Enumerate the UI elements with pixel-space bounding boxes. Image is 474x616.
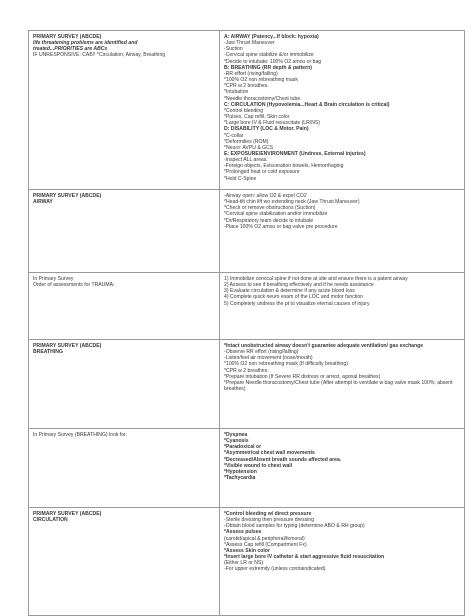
card-definition-line: *Prepare Needle thoracostomy/Chest tube (After attempt to ventilate w bag valve mask 100%; absent breathes)	[224, 379, 453, 393]
card-definition-line: *Prolonged heat or cold exposure	[224, 169, 300, 176]
card-definition-line: *Neuro: AVPU & GCS	[224, 144, 274, 151]
card-definition-line: *Cervical spine stabilization and/or immobilize	[224, 211, 328, 218]
card-term-line: In Primary Survey (BREATHING) look for:	[33, 432, 128, 438]
card-definition	[220, 273, 465, 340]
card-definition-line: *Intubation	[224, 89, 249, 96]
card-definition-line: -Observe RR effort (rising/falling)	[224, 349, 299, 356]
card-definition-line: -Foreign objects, Evisceration bowels, Hemorrhaging	[224, 163, 344, 170]
flashcard-row	[29, 429, 465, 508]
card-term-line: PRIMARY SURVEY (ABCDE)	[33, 343, 102, 349]
card-term	[29, 429, 220, 508]
card-definition-line: -For upper extremity (unless contraindicated)	[224, 566, 326, 573]
card-definition-line: *Deformities (ROM)	[224, 138, 269, 145]
card-term-line: life threatening problems are identified and	[33, 40, 138, 47]
flashcard-body	[29, 31, 465, 616]
card-definition	[220, 31, 465, 190]
card-definition	[220, 429, 465, 508]
flashcard-row	[29, 508, 465, 616]
card-term	[29, 340, 220, 429]
card-definition-line: *Pulses, Cap refill, Skin color	[224, 114, 290, 121]
card-definition-line: C: CIRCULATION (Hypovolemia...Heart & Brain circulation is critical)	[224, 101, 390, 108]
card-definition-line: *C-collar	[224, 132, 244, 139]
card-definition-line: -Obtain blood samples for typing (determine ABO & RH group)	[224, 523, 365, 530]
card-definition-line: *Hold C-Spine	[224, 175, 257, 182]
card-definition-line: *Paradoxical or	[224, 444, 262, 451]
card-definition-line: *Control bleeding w/ direct pressure	[224, 511, 312, 517]
card-definition-line: *CPR w 2 breathes.	[224, 83, 269, 90]
flashcard-row	[29, 273, 465, 340]
card-definition-line: 3) Evaluate circulation & determine if any acute blood loss	[224, 288, 355, 295]
card-definition	[220, 340, 465, 429]
card-definition	[220, 508, 465, 616]
flashcard-row	[29, 31, 465, 190]
card-definition-line: B: BREATHING (RR depth & pattern)	[224, 64, 312, 71]
card-definition-line: -Inspect ALL areas.	[224, 157, 268, 164]
card-term-line: PRIMARY SURVEY (ABCDE)	[33, 34, 102, 40]
card-term	[29, 190, 220, 273]
card-definition-line: -Cervical spine stabilize &/or immobilize	[224, 52, 314, 59]
flashcard-row	[29, 190, 465, 273]
card-definition-line: *Asymmetrical chest wall movements	[224, 450, 315, 457]
card-definition-line: *Tachycardia	[224, 475, 256, 482]
card-term-line: BREATHING	[33, 349, 63, 356]
card-term-line: CIRCULATION	[33, 517, 68, 524]
flashcard-table	[28, 30, 465, 616]
card-definition-line: *100% O2 non rebreathing mask (If difficulty breathing)	[224, 361, 348, 368]
card-definition-line: -Airway open: allow O2 & expel CO2	[224, 193, 307, 199]
card-definition-line: (Either LR or NS)	[224, 560, 264, 567]
card-definition-line: -Jaw Thrust Maneuver	[224, 40, 275, 47]
card-definition-line: -Listen/feel air movement (nose/mouth)	[224, 355, 313, 362]
card-definition-line: *Cyanosis	[224, 438, 249, 445]
card-definition-line: *Assess pulses	[224, 529, 262, 536]
card-definition-line: -Place 100% O2 amou or bag valve pre procedure	[224, 223, 338, 230]
card-definition-line: *Dr/Respiratory team decide to intubate	[224, 217, 314, 224]
card-definition-line: *Control bleeding	[224, 107, 264, 114]
card-definition-line: 4) Complete quick neuro exam of the LOC and motor function	[224, 294, 364, 301]
card-definition-line: *Prepare intubation (If Severe RR distress or arrest, agonal breathes)	[224, 373, 381, 380]
flashcard-row	[29, 340, 465, 429]
card-definition-line: E: EXPOSURE/ENVIRONMENT (Undress, External injuries)	[224, 150, 366, 157]
card-definition-line: *Intact unobstructed airway doesn't guarantee adequate ventilation/ gas exchange	[224, 343, 424, 349]
card-definition-line: -Suction	[224, 46, 243, 53]
card-definition-line: *Insert large bore IV catheter & start aggressive fluid resuscitation	[224, 554, 385, 561]
card-definition-line: *Head-tilt chin lift wo extending neck (Jaw Thrust Maneuver)	[224, 199, 360, 206]
card-definition-line: *Dyspnea	[224, 432, 248, 438]
card-term	[29, 273, 220, 340]
card-definition-line: *Decide to intubate: 100% O2 amou or bag	[224, 58, 322, 65]
card-definition-line: (carotid/apical & peripheral/femoral)	[224, 535, 305, 542]
card-term-line: PRIMARY SURVEY (ABCDE)	[33, 193, 102, 199]
card-definition-line: *CPR w 2 breathes.	[224, 367, 269, 374]
card-definition-line: 5) Completely undress the pt to visualize eternal causes of injury	[224, 300, 370, 307]
card-term	[29, 508, 220, 616]
card-definition-line: *Decreased/Absent breath sounds affected area.	[224, 456, 342, 463]
card-definition-line: *Hypotension	[224, 468, 257, 475]
card-definition-line: *Visible wound to chest wall	[224, 462, 293, 469]
card-definition-line: -Sterile dressing then pressure dressing	[224, 517, 315, 524]
card-term-line: IF UNRESPONSIVE: CAB!! *Circulation, Airway, Breathing	[33, 52, 166, 59]
card-term	[29, 31, 220, 190]
card-definition-line: 2) Assess to see if breathing effectively and if he needs assistance	[224, 282, 374, 289]
card-term-line: treated...PRIORITIES are ABCs	[33, 46, 108, 53]
card-definition-line: *Assess Skin color	[224, 547, 270, 554]
card-definition-line: *Large bore IV & Fluid resuscitate (LR/NS)	[224, 120, 320, 127]
card-term-line: Order of assessments for TRAUMA:	[33, 282, 115, 289]
card-definition-line: *Check or remove obstructions (Suction)	[224, 205, 316, 212]
card-definition-line: A: AIRWAY (Patency...If block: hypoxia)	[224, 34, 319, 40]
card-definition-line: 1) Immobilize cervical spine if not done at site and ensure there is a patent airway	[224, 276, 408, 282]
card-definition-line: D: DISABILITY (LOC & Motor, Pain)	[224, 126, 309, 133]
card-definition-line: *Needle thoracostomy/Chest tube	[224, 95, 301, 102]
card-definition-line: *100% O2 non rebreathing mask	[224, 77, 298, 84]
card-definition	[220, 190, 465, 273]
card-term-line: In Primary Survey	[33, 276, 74, 282]
card-definition-line: *Assess Cap refill (Compartment Fx)	[224, 541, 307, 548]
card-term-line: AIRWAY	[33, 199, 53, 206]
card-term-line: PRIMARY SURVEY (ABCDE)	[33, 511, 102, 517]
card-definition-line: -RR effort (rising/falling)	[224, 70, 278, 77]
